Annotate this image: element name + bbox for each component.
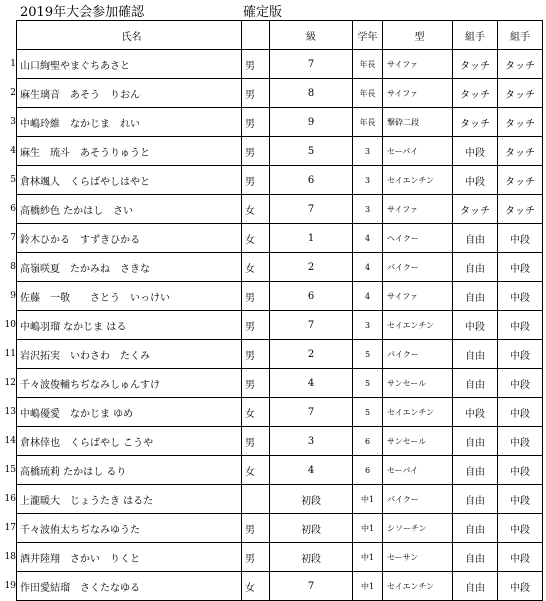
participant-kumite-1: タッチ (453, 195, 498, 224)
participant-kata: サンセール (383, 369, 453, 398)
participant-kumite-2: タッチ (498, 79, 543, 108)
participant-name: 高橋琉莉 たかはし るり (17, 456, 242, 485)
row-number: 15 (4, 465, 16, 475)
participant-kata: パイクー (383, 485, 453, 514)
participant-grade: 初段 (270, 485, 353, 514)
table-row (17, 514, 543, 543)
table-row (17, 369, 543, 398)
participant-sex: 男 (242, 311, 270, 340)
participant-name: 倉林倖也 くらばやし こうや (17, 427, 242, 456)
row-number: 5 (10, 175, 16, 185)
table-row (17, 340, 543, 369)
participant-sex: 女 (242, 572, 270, 601)
participant-kata: ヘイクー (383, 224, 453, 253)
table-row (17, 427, 543, 456)
participant-sex: 男 (242, 282, 270, 311)
header-sex (242, 21, 270, 50)
participant-kumite-2: 中段 (498, 543, 543, 572)
row-number: 6 (10, 204, 16, 214)
row-number: 16 (4, 494, 16, 504)
participant-name: 千々波侑太ちぢなみゆうた (17, 514, 242, 543)
participant-kata: パイクー (383, 253, 453, 282)
participant-name: 酒井陸翔 さかい りくと (17, 543, 242, 572)
participant-grade: 5 (270, 137, 353, 166)
version-label: 確定版 (243, 5, 283, 20)
participant-name: 高橋紗色 たかはし さい (17, 195, 242, 224)
table-row (17, 253, 543, 282)
participant-sex: 女 (242, 224, 270, 253)
participant-school-year: 5 (353, 369, 383, 398)
header-school-year: 学年 (353, 21, 383, 50)
table-row (17, 485, 543, 514)
participant-name: 中嶋羽瑠 なかじま はる (17, 311, 242, 340)
row-number: 19 (4, 581, 16, 591)
participant-name: 麻生 琉斗 あそうりゅうと (17, 137, 242, 166)
participant-sex: 男 (242, 108, 270, 137)
row-number: 17 (4, 523, 16, 533)
participant-kumite-1: 自由 (453, 514, 498, 543)
header-grade: 級 (270, 21, 353, 50)
participant-name: 山口絢聖やまぐちあさと (17, 50, 242, 79)
participant-kumite-1: 自由 (453, 224, 498, 253)
participant-school-year: 4 (353, 282, 383, 311)
participant-sex: 男 (242, 369, 270, 398)
participant-kumite-1: 自由 (453, 369, 498, 398)
participant-sex: 男 (242, 543, 270, 572)
participant-kumite-2: 中段 (498, 427, 543, 456)
participant-school-year: 中1 (353, 543, 383, 572)
participant-sex: 男 (242, 166, 270, 195)
participant-kata: サンセール (383, 427, 453, 456)
participant-kumite-2: 中段 (498, 369, 543, 398)
participant-kumite-2: タッチ (498, 195, 543, 224)
participant-school-year: 4 (353, 253, 383, 282)
participant-kata: サイファ (383, 195, 453, 224)
participant-school-year: 6 (353, 456, 383, 485)
participant-kumite-1: タッチ (453, 50, 498, 79)
participant-kumite-2: タッチ (498, 108, 543, 137)
participant-grade: 7 (270, 195, 353, 224)
participant-grade: 4 (270, 456, 353, 485)
participant-kata: セーパイ (383, 456, 453, 485)
participant-table (16, 20, 543, 601)
table-row (17, 543, 543, 572)
participant-name: 中嶋優愛 なかじま ゆめ (17, 398, 242, 427)
header-kata: 型 (383, 21, 453, 50)
participant-grade: 7 (270, 50, 353, 79)
participant-sex: 男 (242, 514, 270, 543)
table-row (17, 108, 543, 137)
table-row (17, 311, 543, 340)
participant-name: 倉林颯人 くらばやしはやと (17, 166, 242, 195)
participant-grade: 初段 (270, 514, 353, 543)
row-number: 13 (4, 407, 16, 417)
participant-kata: セイエンチン (383, 398, 453, 427)
row-number: 14 (4, 436, 16, 446)
row-number: 7 (10, 233, 16, 243)
participant-school-year: 中1 (353, 485, 383, 514)
participant-sex: 男 (242, 427, 270, 456)
participant-kumite-1: タッチ (453, 108, 498, 137)
row-number: 2 (10, 88, 16, 98)
participant-name: 麻生璃音 あそう りおん (17, 79, 242, 108)
participant-name: 中嶋玲維 なかじま れい (17, 108, 242, 137)
participant-kata: セーパイ (383, 137, 453, 166)
participant-kumite-2: 中段 (498, 224, 543, 253)
participant-kumite-1: 自由 (453, 282, 498, 311)
row-number: 9 (10, 291, 16, 301)
participant-kumite-1: 自由 (453, 543, 498, 572)
row-number: 8 (10, 262, 16, 272)
participant-name: 鈴木ひかる すずきひかる (17, 224, 242, 253)
row-number: 4 (10, 146, 16, 156)
participant-grade: 2 (270, 340, 353, 369)
participant-kata: セーサン (383, 543, 453, 572)
page-title: 2019年大会参加確認 (20, 5, 145, 20)
participant-sex: 男 (242, 340, 270, 369)
participant-kumite-1: 自由 (453, 340, 498, 369)
table-row (17, 166, 543, 195)
participant-sex (242, 485, 270, 514)
participant-kata: セイエンチン (383, 311, 453, 340)
participant-school-year: 3 (353, 166, 383, 195)
table-row (17, 79, 543, 108)
participant-kumite-1: 中段 (453, 311, 498, 340)
participant-kumite-2: タッチ (498, 166, 543, 195)
participant-school-year: 中1 (353, 572, 383, 601)
participant-sex: 女 (242, 456, 270, 485)
participant-name: 岩沢拓実 いわさわ たくみ (17, 340, 242, 369)
participant-grade: 4 (270, 369, 353, 398)
participant-kata: シソーチン (383, 514, 453, 543)
participant-kata: サイファ (383, 79, 453, 108)
participant-kumite-1: 中段 (453, 137, 498, 166)
participant-kumite-1: 自由 (453, 485, 498, 514)
participant-kumite-2: 中段 (498, 282, 543, 311)
participant-grade: 6 (270, 166, 353, 195)
participant-sex: 女 (242, 398, 270, 427)
participant-school-year: 3 (353, 195, 383, 224)
participant-kumite-2: 中段 (498, 456, 543, 485)
participant-kata: サイファ (383, 282, 453, 311)
participant-kumite-2: 中段 (498, 253, 543, 282)
participant-kumite-2: タッチ (498, 137, 543, 166)
participant-sex: 男 (242, 79, 270, 108)
row-number: 12 (4, 378, 16, 388)
participant-kumite-2: 中段 (498, 340, 543, 369)
header-kumite-2: 組手 (498, 21, 543, 50)
participant-kata: セイエンチン (383, 572, 453, 601)
participant-kumite-1: タッチ (453, 79, 498, 108)
participant-sex: 男 (242, 137, 270, 166)
participant-school-year: 3 (353, 137, 383, 166)
participant-name: 高嶺咲夏 たかみね さきな (17, 253, 242, 282)
participant-kumite-1: 自由 (453, 253, 498, 282)
participant-kumite-1: 中段 (453, 398, 498, 427)
row-number: 10 (4, 320, 16, 330)
participant-kumite-2: 中段 (498, 311, 543, 340)
participant-school-year: 3 (353, 311, 383, 340)
table-row (17, 282, 543, 311)
table-row (17, 456, 543, 485)
participant-kata: 撃砕二段 (383, 108, 453, 137)
title-row (0, 0, 546, 20)
row-number: 18 (4, 552, 16, 562)
participant-grade: 初段 (270, 543, 353, 572)
participant-grade: 7 (270, 572, 353, 601)
participant-school-year: 年長 (353, 79, 383, 108)
row-number: 3 (10, 117, 16, 127)
participant-kumite-1: 自由 (453, 572, 498, 601)
participant-name: 作田愛結瑠 さくたなゆる (17, 572, 242, 601)
row-number: 1 (10, 59, 16, 69)
participant-grade: 2 (270, 253, 353, 282)
participant-kumite-1: 自由 (453, 427, 498, 456)
participant-kata: セイエンチン (383, 166, 453, 195)
header-name: 氏名 (17, 21, 242, 50)
table-row (17, 137, 543, 166)
participant-name: 上瀧暖大 じょうたき はるた (17, 485, 242, 514)
table-row (17, 50, 543, 79)
participant-name: 千々波俊輔ちぢなみしゅんすけ (17, 369, 242, 398)
participant-kumite-2: 中段 (498, 572, 543, 601)
participant-kumite-2: 中段 (498, 485, 543, 514)
header-kumite-1: 組手 (453, 21, 498, 50)
table-row (17, 195, 543, 224)
participant-sex: 女 (242, 253, 270, 282)
participant-sex: 女 (242, 195, 270, 224)
participant-school-year: 4 (353, 224, 383, 253)
participant-grade: 7 (270, 311, 353, 340)
participant-school-year: 年長 (353, 108, 383, 137)
table-header-row (17, 21, 543, 50)
participant-grade: 8 (270, 79, 353, 108)
participant-sex: 男 (242, 50, 270, 79)
participant-kumite-2: 中段 (498, 398, 543, 427)
participant-kumite-1: 中段 (453, 166, 498, 195)
participant-grade: 1 (270, 224, 353, 253)
table-row (17, 224, 543, 253)
participant-school-year: 5 (353, 398, 383, 427)
participant-grade: 3 (270, 427, 353, 456)
row-number: 11 (4, 349, 16, 359)
participant-school-year: 5 (353, 340, 383, 369)
participant-school-year: 中1 (353, 514, 383, 543)
participant-grade: 9 (270, 108, 353, 137)
participant-grade: 7 (270, 398, 353, 427)
participant-school-year: 年長 (353, 50, 383, 79)
participant-kumite-2: 中段 (498, 514, 543, 543)
participant-kumite-1: 自由 (453, 456, 498, 485)
participant-kata: サイファ (383, 50, 453, 79)
table-row (17, 398, 543, 427)
participant-name: 佐藤 一敬 さとう いっけい (17, 282, 242, 311)
participant-kumite-2: タッチ (498, 50, 543, 79)
participant-grade: 6 (270, 282, 353, 311)
table-row (17, 572, 543, 601)
participant-kata: パイクー (383, 340, 453, 369)
participant-school-year: 6 (353, 427, 383, 456)
